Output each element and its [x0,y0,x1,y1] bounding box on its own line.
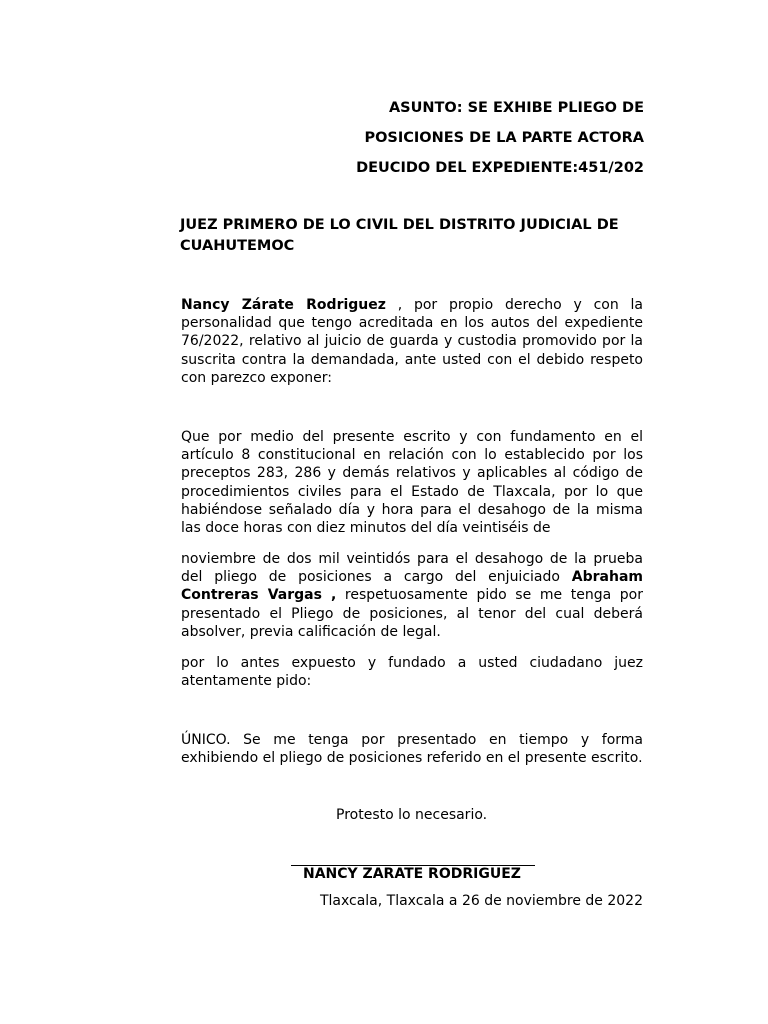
body-paragraph-petition: por lo antes expuesto y fundado a usted ciudadano juez atentamente pido: [181,655,643,690]
intro-text: , por propio derecho y con la personalidad que tengo acreditada en los autos del expediente 76/2022, relativo al juicio de guarda y custodia promovido por la suscrita contra la demandada, ante usted con el debido respeto con parezco exponer: [181,297,643,386]
defendant-name: Abraham Contreras Vargas , [181,569,643,604]
intro-paragraph [181,296,643,387]
closing-text: Protesto lo necesario. [336,807,488,823]
signature-name: NANCY ZARATE RODRIGUEZ [303,866,521,882]
subject-line-1: ASUNTO: SE EXHIBE PLIEGO DE [388,100,644,116]
addressee-heading: JUEZ PRIMERO DE LO CIVIL DEL DISTRITO JUDICIAL DE CUAHUTEMOC [180,217,619,254]
request-text-after: respetuosamente pido se me tenga por presentado el Pliego de posiciones, al tenor del cual deberá absolver, previa calificación de legal. [181,587,643,640]
body-paragraph-legal-basis: Que por medio del presente escrito y con fundamento en el artículo 8 constitucional en relación con lo establecido por los preceptos 283, 286 y demás relativos y aplicables al código de procedimientos civiles para el Estado de Tlaxcala, por lo que habiéndose señalado día y hora para el desahogo de la misma las doce horas con diez minutos del día veintiséis de [181,429,643,537]
subject-line-2: POSICIONES DE LA PARTE ACTORA [364,130,644,146]
plaintiff-name: Nancy Zárate Rodriguez [181,297,386,313]
body-paragraph-request [181,550,643,641]
subject-block [356,93,644,183]
request-text-before: noviembre de dos mil veintidós para el desahogo de la prueba del pliego de posiciones a cargo del enjuiciado [181,551,643,586]
subject-line-3: DEUCIDO DEL EXPEDIENTE:451/202 [356,160,644,176]
body-paragraph-unico: ÚNICO. Se me tenga por presentado en tiempo y forma exhibiendo el pliego de posiciones referido en el presente escrito. [181,732,643,767]
place-and-date: Tlaxcala, Tlaxcala a 26 de noviembre de 2022 [319,893,643,909]
